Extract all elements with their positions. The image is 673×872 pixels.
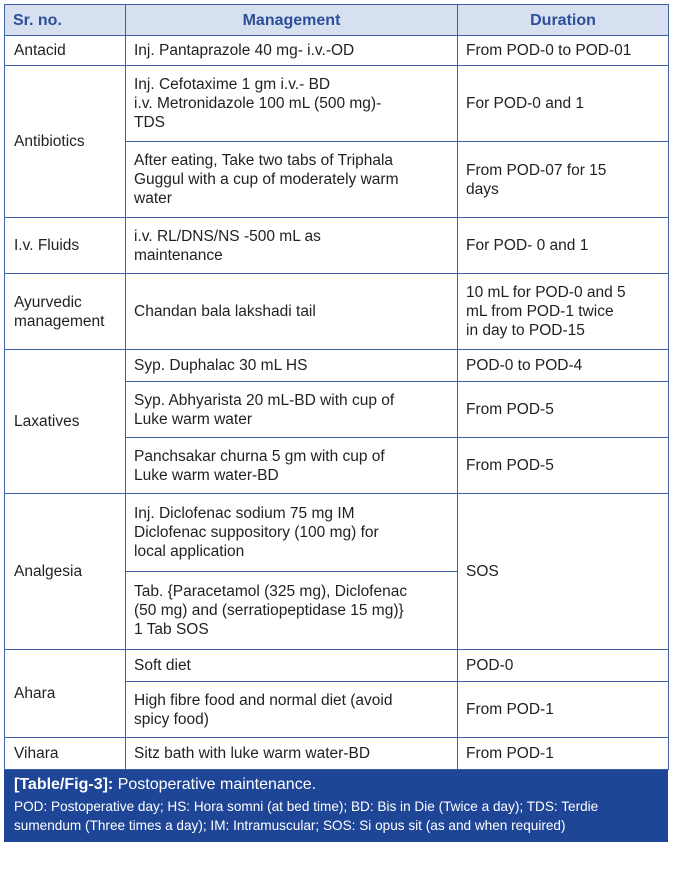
- management-cell: High fibre food and normal diet (avoid spicy food): [126, 682, 458, 738]
- duration-cell: SOS: [458, 494, 669, 650]
- category-cell: Ahara: [5, 650, 126, 738]
- management-cell: Syp. Duphalac 30 mL HS: [126, 350, 458, 382]
- duration-cell: POD-0 to POD-4: [458, 350, 669, 382]
- table-row: [5, 274, 669, 350]
- postoperative-table: [4, 4, 669, 770]
- management-cell: After eating, Take two tabs of Triphala Guggul with a cup of moderately warm water: [126, 142, 458, 218]
- management-cell: Soft diet: [126, 650, 458, 682]
- management-cell: Inj. Cefotaxime 1 gm i.v.- BD i.v. Metronidazole 100 mL (500 mg)- TDS: [126, 66, 458, 142]
- table-row: [5, 738, 669, 770]
- category-cell: Laxatives: [5, 350, 126, 494]
- management-cell: Tab. {Paracetamol (325 mg), Diclofenac (50 mg) and (serratiopeptidase 15 mg)} 1 Tab SOS: [126, 572, 458, 650]
- table-row: [5, 494, 669, 572]
- management-cell: Syp. Abhyarista 20 mL-BD with cup of Luke warm water: [126, 382, 458, 438]
- management-cell: Panchsakar churna 5 gm with cup of Luke warm water-BD: [126, 438, 458, 494]
- table-figure: [4, 4, 668, 842]
- header-sr-no: Sr. no.: [5, 5, 126, 36]
- table-row: [5, 36, 669, 66]
- duration-cell: From POD-07 for 15 days: [458, 142, 669, 218]
- category-cell: Vihara: [5, 738, 126, 770]
- duration-cell: From POD-0 to POD-01: [458, 36, 669, 66]
- category-cell: Antacid: [5, 36, 126, 66]
- header-duration: Duration: [458, 5, 669, 36]
- category-cell: Antibiotics: [5, 66, 126, 218]
- duration-cell: 10 mL for POD-0 and 5 mL from POD-1 twice in day to POD-15: [458, 274, 669, 350]
- duration-cell: For POD-0 and 1: [458, 66, 669, 142]
- duration-cell: From POD-5: [458, 382, 669, 438]
- management-cell: Sitz bath with luke warm water-BD: [126, 738, 458, 770]
- table-row: [5, 218, 669, 274]
- header-row: [5, 5, 669, 36]
- management-cell: i.v. RL/DNS/NS -500 mL as maintenance: [126, 218, 458, 274]
- caption-title-line: [14, 775, 658, 795]
- caption-notes: POD: Postoperative day; HS: Hora somni (at bed time); BD: Bis in Die (Twice a day); TDS: Terdie sumendum (Three times a day); IM: Intramuscular; SOS: Si opus sit (as and when required): [14, 799, 599, 833]
- duration-cell: For POD- 0 and 1: [458, 218, 669, 274]
- management-cell: Chandan bala lakshadi tail: [126, 274, 458, 350]
- duration-cell: POD-0: [458, 650, 669, 682]
- category-cell: Analgesia: [5, 494, 126, 650]
- management-cell: Inj. Diclofenac sodium 75 mg IM Diclofenac suppository (100 mg) for local application: [126, 494, 458, 572]
- duration-cell: From POD-1: [458, 682, 669, 738]
- caption-title: Postoperative maintenance.: [117, 776, 317, 793]
- table-row: [5, 66, 669, 142]
- figure-caption: [4, 770, 668, 842]
- management-cell: Inj. Pantaprazole 40 mg- i.v.-OD: [126, 36, 458, 66]
- duration-cell: From POD-1: [458, 738, 669, 770]
- category-cell: I.v. Fluids: [5, 218, 126, 274]
- header-management: Management: [126, 5, 458, 36]
- caption-tag: [Table/Fig-3]:: [14, 776, 114, 793]
- category-cell: Ayurvedic management: [5, 274, 126, 350]
- table-row: [5, 650, 669, 682]
- duration-cell: From POD-5: [458, 438, 669, 494]
- table-row: [5, 350, 669, 382]
